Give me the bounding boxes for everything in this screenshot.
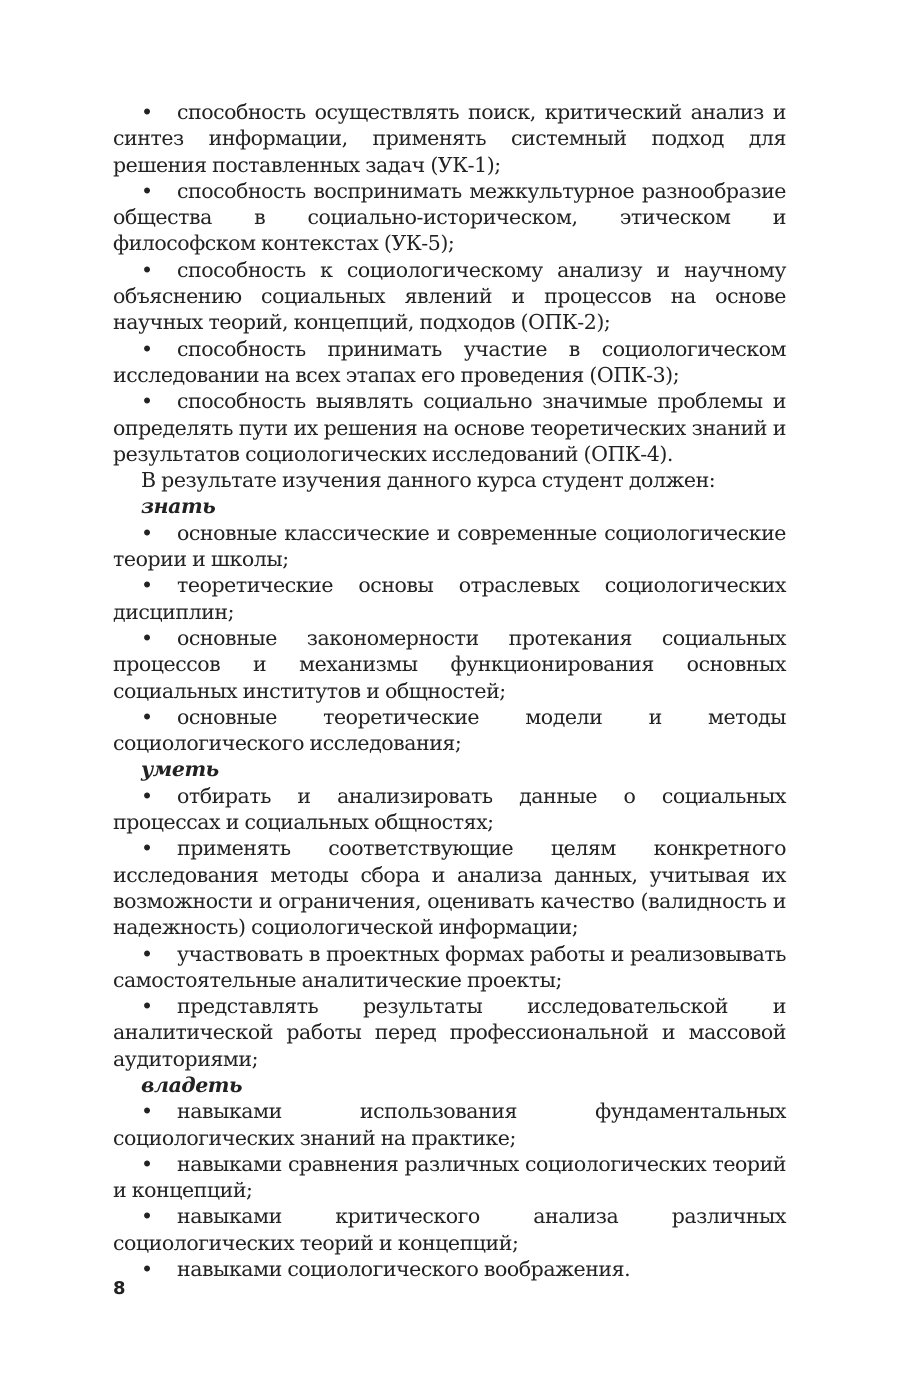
list-item-text: способность к социологическому анализу и научному объяснению социальных явлений и процессов на основе научных теорий, концепций, подходов (ОПК-2); [113,257,786,335]
list-item [113,178,786,257]
bullet-icon: • [141,704,153,729]
list-item-text: участвовать в проектных формах работы и реализовывать самостоятельные аналитические проекты; [113,941,786,992]
bullet-icon: • [141,389,153,414]
list-item-text: способность принимать участие в социологическом исследовании на всех этапах его проведения (ОПК-3); [113,336,786,387]
bullet-icon: • [141,783,153,808]
list-item-text: применять соответствующие целям конкретного исследования методы сбора и анализа данных, учитывая их возможности и ограничения, оценивать качество (валидность и надежность) социологической информации; [113,836,786,940]
bullet-icon: • [141,1257,153,1282]
result-intro: В результате изучения данного курса студент должен: [141,468,716,493]
list-item-text: основные закономерности протекания социальных процессов и механизмы функционирования основных социальных институтов и общностей; [113,625,786,703]
list-item-text: основные классические и современные социологические теории и школы; [113,520,786,572]
list-item-text: способность воспринимать межкультурное разнообразие общества в социально-историческом, этическом и философском контекстах (УК-5); [113,178,786,256]
list-item [113,1256,786,1282]
able-heading: уметь [141,757,219,782]
bullet-icon: • [141,1099,153,1124]
list-item-text: основные теоретические модели и методы социологического исследования; [113,704,786,756]
list-item [113,1151,786,1204]
list-item [113,1203,786,1256]
bullet-icon: • [141,941,153,966]
bullet-icon: • [141,836,153,861]
master-heading: владеть [141,1072,243,1097]
list-item-text: отбирать и анализировать данные о социальных процессах и социальных общностях; [113,783,786,835]
list-item [113,835,786,940]
list-item [113,625,786,704]
page-body [113,99,786,1282]
list-item [113,572,786,625]
bullet-icon: • [141,625,153,650]
bullet-icon: • [141,100,153,124]
bullet-icon: • [141,573,153,598]
bullet-icon: • [141,257,153,282]
list-item-text: навыками сравнения различных социологических теорий и концепций; [113,1151,786,1203]
list-item-text: способность выявлять социально значимые проблемы и определять пути их решения на основе теоретических знаний и результатов социологических исследований (ОПК-4). [113,389,786,466]
page-number: 8 [113,1278,126,1299]
list-item [113,993,786,1072]
bullet-icon: • [141,1151,153,1176]
list-item-text: навыками использования фундаментальных социологических знаний на практике; [113,1099,786,1150]
list-item [113,1098,786,1151]
list-item [113,704,786,757]
bullet-icon: • [141,1204,153,1229]
list-item [113,336,786,389]
list-item [113,99,786,178]
list-item [113,520,786,573]
list-item-text: представлять результаты исследовательской и аналитической работы перед профессиональной и массовой аудиториями; [113,994,786,1071]
list-item [113,257,786,336]
list-item [113,941,786,994]
list-item [113,783,786,836]
list-item-text: способность осуществлять поиск, критический анализ и синтез информации, применять системный подход для решения поставленных задач (УК-1); [113,100,786,177]
know-heading: знать [141,494,216,519]
bullet-icon: • [141,336,153,361]
list-item-text: навыками критического анализа различных социологических теорий и концепций; [113,1204,786,1255]
bullet-icon: • [141,520,153,545]
list-item [113,388,786,467]
list-item-text: теоретические основы отраслевых социологических дисциплин; [113,573,786,624]
bullet-icon: • [141,178,153,203]
list-item-text: навыками социологического воображения. [177,1257,631,1282]
bullet-icon: • [141,994,153,1019]
